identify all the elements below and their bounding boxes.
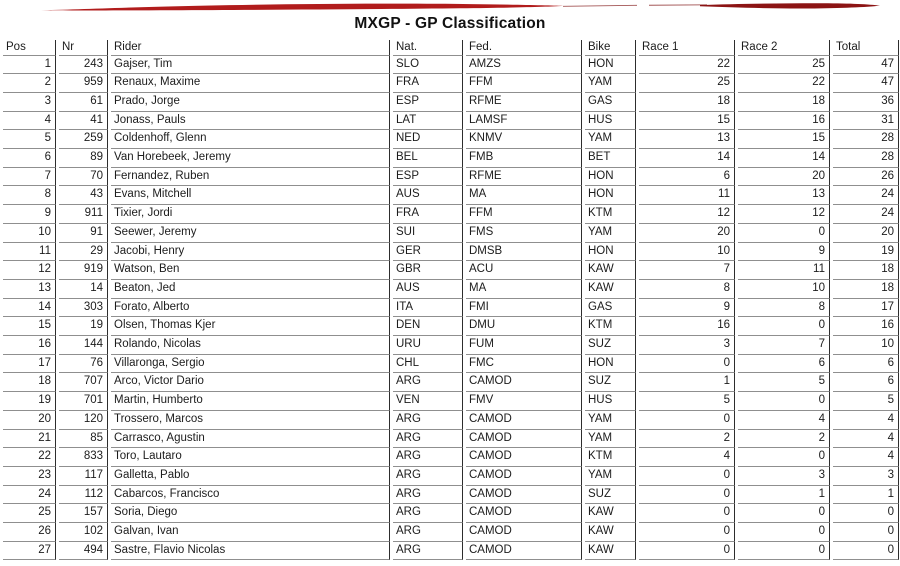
cell-pos: 20 — [3, 411, 56, 430]
cell-rider: Villaronga, Sergio — [111, 355, 390, 374]
cell-nr: 120 — [59, 411, 108, 430]
cell-race-2: 0 — [738, 523, 830, 542]
cell-race-2: 0 — [738, 448, 830, 467]
cell-total: 31 — [833, 112, 899, 131]
cell-total: 0 — [833, 504, 899, 523]
cell-race-2: 10 — [738, 280, 830, 299]
cell-race-2: 5 — [738, 373, 830, 392]
cell-rider: Arco, Victor Dario — [111, 373, 390, 392]
table-row — [3, 467, 899, 486]
cell-nat: AUS — [393, 186, 463, 205]
cell-race-1: 10 — [639, 243, 735, 262]
cell-nr: 259 — [59, 130, 108, 149]
cell-bike: HON — [585, 186, 636, 205]
table-row — [3, 486, 899, 505]
cell-race-1: 13 — [639, 130, 735, 149]
cell-pos: 10 — [3, 224, 56, 243]
cell-bike: SUZ — [585, 486, 636, 505]
cell-rider: Gajser, Tim — [111, 56, 390, 75]
cell-fed: CAMOD — [466, 467, 582, 486]
table-row — [3, 168, 899, 187]
cell-nr: 303 — [59, 299, 108, 318]
cell-race-2: 18 — [738, 93, 830, 112]
cell-fed: ACU — [466, 261, 582, 280]
table-row — [3, 280, 899, 299]
cell-pos: 25 — [3, 504, 56, 523]
cell-total: 5 — [833, 392, 899, 411]
cell-pos: 6 — [3, 149, 56, 168]
cell-race-1: 5 — [639, 392, 735, 411]
cell-nat: ESP — [393, 93, 463, 112]
cell-race-1: 12 — [639, 205, 735, 224]
table-row — [3, 261, 899, 280]
cell-total: 4 — [833, 411, 899, 430]
cell-nr: 243 — [59, 56, 108, 75]
cell-race-2: 8 — [738, 299, 830, 318]
cell-pos: 3 — [3, 93, 56, 112]
cell-race-2: 6 — [738, 355, 830, 374]
cell-pos: 21 — [3, 430, 56, 449]
cell-fed: FUM — [466, 336, 582, 355]
cell-total: 6 — [833, 373, 899, 392]
cell-nat: GBR — [393, 261, 463, 280]
table-row — [3, 355, 899, 374]
cell-race-2: 25 — [738, 56, 830, 75]
cell-pos: 26 — [3, 523, 56, 542]
cell-total: 18 — [833, 261, 899, 280]
cell-bike: HON — [585, 243, 636, 262]
cell-race-1: 9 — [639, 299, 735, 318]
table-row — [3, 336, 899, 355]
cell-pos: 11 — [3, 243, 56, 262]
cell-race-1: 25 — [639, 74, 735, 93]
cell-race-2: 20 — [738, 168, 830, 187]
header-row — [3, 40, 899, 56]
cell-race-1: 1 — [639, 373, 735, 392]
cell-fed: FFM — [466, 74, 582, 93]
cell-bike: GAS — [585, 93, 636, 112]
cell-fed: CAMOD — [466, 504, 582, 523]
cell-nat: GER — [393, 243, 463, 262]
table-row — [3, 392, 899, 411]
cell-race-1: 0 — [639, 355, 735, 374]
cell-rider: Van Horebeek, Jeremy — [111, 149, 390, 168]
cell-nat: ARG — [393, 523, 463, 542]
cell-race-2: 14 — [738, 149, 830, 168]
page-header — [0, 0, 900, 40]
cell-rider: Trossero, Marcos — [111, 411, 390, 430]
cell-pos: 14 — [3, 299, 56, 318]
cell-bike: YAM — [585, 411, 636, 430]
cell-race-1: 20 — [639, 224, 735, 243]
cell-nr: 19 — [59, 317, 108, 336]
cell-bike: HON — [585, 56, 636, 75]
cell-race-1: 0 — [639, 523, 735, 542]
cell-race-2: 0 — [738, 542, 830, 561]
cell-total: 16 — [833, 317, 899, 336]
cell-nat: CHL — [393, 355, 463, 374]
cell-rider: Martin, Humberto — [111, 392, 390, 411]
cell-race-2: 3 — [738, 467, 830, 486]
cell-nat: ARG — [393, 373, 463, 392]
cell-race-1: 8 — [639, 280, 735, 299]
cell-pos: 27 — [3, 542, 56, 561]
brush-mid-thin-stroke-2 — [649, 4, 707, 5]
cell-fed: DMSB — [466, 243, 582, 262]
cell-nr: 61 — [59, 93, 108, 112]
cell-fed: FFM — [466, 205, 582, 224]
cell-race-1: 0 — [639, 504, 735, 523]
column-header-fed: Fed. — [466, 40, 582, 56]
column-header-nat: Nat. — [393, 40, 463, 56]
cell-fed: RFME — [466, 93, 582, 112]
table-row — [3, 112, 899, 131]
cell-rider: Coldenhoff, Glenn — [111, 130, 390, 149]
cell-rider: Sastre, Flavio Nicolas — [111, 542, 390, 561]
cell-fed: CAMOD — [466, 542, 582, 561]
column-header-bike: Bike — [585, 40, 636, 56]
cell-pos: 4 — [3, 112, 56, 131]
cell-race-2: 0 — [738, 392, 830, 411]
cell-fed: FMV — [466, 392, 582, 411]
table-head — [3, 40, 899, 56]
cell-race-2: 0 — [738, 317, 830, 336]
cell-total: 18 — [833, 280, 899, 299]
cell-nat: AUS — [393, 280, 463, 299]
cell-bike: HON — [585, 168, 636, 187]
cell-rider: Soria, Diego — [111, 504, 390, 523]
cell-rider: Toro, Lautaro — [111, 448, 390, 467]
cell-race-1: 11 — [639, 186, 735, 205]
cell-nat: FRA — [393, 74, 463, 93]
cell-rider: Olsen, Thomas Kjer — [111, 317, 390, 336]
cell-pos: 23 — [3, 467, 56, 486]
cell-bike: HON — [585, 355, 636, 374]
cell-pos: 9 — [3, 205, 56, 224]
table-body — [3, 56, 899, 561]
cell-nat: ARG — [393, 411, 463, 430]
table-row — [3, 205, 899, 224]
cell-race-2: 9 — [738, 243, 830, 262]
cell-total: 47 — [833, 56, 899, 75]
table-row — [3, 411, 899, 430]
cell-total: 0 — [833, 523, 899, 542]
cell-total: 17 — [833, 299, 899, 318]
table-row — [3, 74, 899, 93]
table-row — [3, 430, 899, 449]
cell-total: 19 — [833, 243, 899, 262]
cell-bike: KTM — [585, 205, 636, 224]
cell-bike: KAW — [585, 261, 636, 280]
cell-nat: NED — [393, 130, 463, 149]
cell-rider: Seewer, Jeremy — [111, 224, 390, 243]
cell-total: 28 — [833, 130, 899, 149]
cell-race-1: 0 — [639, 486, 735, 505]
cell-bike: SUZ — [585, 373, 636, 392]
cell-nr: 70 — [59, 168, 108, 187]
cell-pos: 24 — [3, 486, 56, 505]
cell-nat: ARG — [393, 430, 463, 449]
cell-nat: ARG — [393, 448, 463, 467]
cell-race-1: 4 — [639, 448, 735, 467]
cell-race-1: 0 — [639, 542, 735, 561]
cell-nr: 91 — [59, 224, 108, 243]
cell-rider: Forato, Alberto — [111, 299, 390, 318]
cell-rider: Renaux, Maxime — [111, 74, 390, 93]
brush-right-stroke — [700, 3, 880, 8]
cell-nr: 701 — [59, 392, 108, 411]
cell-race-2: 0 — [738, 224, 830, 243]
cell-nr: 707 — [59, 373, 108, 392]
cell-bike: SUZ — [585, 336, 636, 355]
cell-nat: ARG — [393, 486, 463, 505]
cell-total: 28 — [833, 149, 899, 168]
table-row — [3, 130, 899, 149]
cell-pos: 22 — [3, 448, 56, 467]
cell-nr: 117 — [59, 467, 108, 486]
cell-fed: CAMOD — [466, 448, 582, 467]
brush-left-stroke — [36, 4, 563, 11]
cell-pos: 13 — [3, 280, 56, 299]
table-row — [3, 317, 899, 336]
cell-fed: CAMOD — [466, 523, 582, 542]
cell-fed: AMZS — [466, 56, 582, 75]
cell-nr: 919 — [59, 261, 108, 280]
cell-nr: 76 — [59, 355, 108, 374]
cell-nr: 833 — [59, 448, 108, 467]
cell-race-2: 15 — [738, 130, 830, 149]
cell-rider: Jacobi, Henry — [111, 243, 390, 262]
cell-nr: 89 — [59, 149, 108, 168]
table-row — [3, 448, 899, 467]
cell-nr: 41 — [59, 112, 108, 131]
cell-bike: KTM — [585, 317, 636, 336]
cell-race-2: 22 — [738, 74, 830, 93]
cell-bike: KTM — [585, 448, 636, 467]
cell-nr: 102 — [59, 523, 108, 542]
cell-race-2: 2 — [738, 430, 830, 449]
cell-nat: SUI — [393, 224, 463, 243]
cell-fed: LAMSF — [466, 112, 582, 131]
cell-fed: CAMOD — [466, 411, 582, 430]
cell-pos: 15 — [3, 317, 56, 336]
cell-bike: YAM — [585, 74, 636, 93]
column-header-rider: Rider — [111, 40, 390, 56]
cell-nat: SLO — [393, 56, 463, 75]
cell-bike: KAW — [585, 542, 636, 561]
cell-fed: CAMOD — [466, 373, 582, 392]
cell-fed: DMU — [466, 317, 582, 336]
cell-nr: 157 — [59, 504, 108, 523]
cell-fed: FMS — [466, 224, 582, 243]
column-header-total: Total — [833, 40, 899, 56]
cell-pos: 1 — [3, 56, 56, 75]
cell-fed: FMC — [466, 355, 582, 374]
cell-pos: 19 — [3, 392, 56, 411]
cell-total: 4 — [833, 448, 899, 467]
cell-race-1: 7 — [639, 261, 735, 280]
cell-rider: Galvan, Ivan — [111, 523, 390, 542]
cell-total: 10 — [833, 336, 899, 355]
cell-race-1: 2 — [639, 430, 735, 449]
cell-total: 36 — [833, 93, 899, 112]
cell-nr: 959 — [59, 74, 108, 93]
cell-nat: BEL — [393, 149, 463, 168]
table-row — [3, 299, 899, 318]
cell-fed: CAMOD — [466, 430, 582, 449]
cell-nr: 29 — [59, 243, 108, 262]
cell-total: 26 — [833, 168, 899, 187]
cell-pos: 12 — [3, 261, 56, 280]
cell-race-2: 4 — [738, 411, 830, 430]
cell-bike: YAM — [585, 430, 636, 449]
cell-bike: HUS — [585, 392, 636, 411]
cell-race-1: 0 — [639, 467, 735, 486]
brush-mid-thin-stroke-1 — [563, 5, 637, 7]
cell-total: 24 — [833, 205, 899, 224]
cell-rider: Jonass, Pauls — [111, 112, 390, 131]
cell-rider: Watson, Ben — [111, 261, 390, 280]
cell-race-1: 22 — [639, 56, 735, 75]
cell-nat: ARG — [393, 504, 463, 523]
cell-race-2: 12 — [738, 205, 830, 224]
cell-nr: 14 — [59, 280, 108, 299]
cell-total: 24 — [833, 186, 899, 205]
cell-rider: Carrasco, Agustin — [111, 430, 390, 449]
table-row — [3, 243, 899, 262]
cell-race-1: 6 — [639, 168, 735, 187]
cell-nr: 494 — [59, 542, 108, 561]
cell-race-2: 7 — [738, 336, 830, 355]
table-row — [3, 149, 899, 168]
cell-nr: 85 — [59, 430, 108, 449]
table-row — [3, 373, 899, 392]
cell-bike: BET — [585, 149, 636, 168]
cell-rider: Tixier, Jordi — [111, 205, 390, 224]
cell-bike: HUS — [585, 112, 636, 131]
cell-bike: KAW — [585, 523, 636, 542]
cell-rider: Rolando, Nicolas — [111, 336, 390, 355]
cell-rider: Beaton, Jed — [111, 280, 390, 299]
cell-race-2: 0 — [738, 504, 830, 523]
cell-nr: 43 — [59, 186, 108, 205]
table-row — [3, 523, 899, 542]
cell-bike: GAS — [585, 299, 636, 318]
cell-race-2: 13 — [738, 186, 830, 205]
cell-total: 6 — [833, 355, 899, 374]
classification-table — [0, 40, 900, 560]
cell-total: 20 — [833, 224, 899, 243]
cell-rider: Cabarcos, Francisco — [111, 486, 390, 505]
cell-nat: LAT — [393, 112, 463, 131]
table-row — [3, 542, 899, 561]
cell-fed: FMI — [466, 299, 582, 318]
cell-nr: 112 — [59, 486, 108, 505]
cell-pos: 2 — [3, 74, 56, 93]
cell-race-1: 0 — [639, 411, 735, 430]
cell-race-2: 11 — [738, 261, 830, 280]
cell-nat: ITA — [393, 299, 463, 318]
table-row — [3, 186, 899, 205]
cell-race-2: 1 — [738, 486, 830, 505]
table-row — [3, 224, 899, 243]
column-header-nr: Nr — [59, 40, 108, 56]
cell-rider: Prado, Jorge — [111, 93, 390, 112]
cell-fed: MA — [466, 186, 582, 205]
column-header-race-1: Race 1 — [639, 40, 735, 56]
cell-race-1: 14 — [639, 149, 735, 168]
cell-fed: CAMOD — [466, 486, 582, 505]
cell-pos: 17 — [3, 355, 56, 374]
cell-pos: 18 — [3, 373, 56, 392]
cell-pos: 5 — [3, 130, 56, 149]
column-header-pos: Pos — [3, 40, 56, 56]
cell-race-1: 18 — [639, 93, 735, 112]
cell-nat: URU — [393, 336, 463, 355]
cell-bike: YAM — [585, 467, 636, 486]
table-row — [3, 56, 899, 75]
cell-total: 4 — [833, 430, 899, 449]
table-row — [3, 93, 899, 112]
cell-fed: FMB — [466, 149, 582, 168]
cell-fed: MA — [466, 280, 582, 299]
cell-race-2: 16 — [738, 112, 830, 131]
cell-bike: YAM — [585, 224, 636, 243]
cell-total: 1 — [833, 486, 899, 505]
cell-pos: 16 — [3, 336, 56, 355]
cell-race-1: 3 — [639, 336, 735, 355]
cell-bike: KAW — [585, 504, 636, 523]
cell-rider: Galletta, Pablo — [111, 467, 390, 486]
cell-total: 47 — [833, 74, 899, 93]
cell-fed: RFME — [466, 168, 582, 187]
cell-total: 3 — [833, 467, 899, 486]
cell-race-1: 16 — [639, 317, 735, 336]
cell-pos: 7 — [3, 168, 56, 187]
cell-nr: 911 — [59, 205, 108, 224]
cell-nat: ESP — [393, 168, 463, 187]
cell-nr: 144 — [59, 336, 108, 355]
cell-nat: DEN — [393, 317, 463, 336]
cell-nat: ARG — [393, 542, 463, 561]
cell-rider: Evans, Mitchell — [111, 186, 390, 205]
table-row — [3, 504, 899, 523]
cell-nat: VEN — [393, 392, 463, 411]
red-brush-stroke-icon — [0, 0, 900, 16]
cell-nat: ARG — [393, 467, 463, 486]
cell-race-1: 15 — [639, 112, 735, 131]
cell-total: 0 — [833, 542, 899, 561]
page-title: MXGP - GP Classification — [354, 15, 546, 32]
cell-fed: KNMV — [466, 130, 582, 149]
cell-bike: YAM — [585, 130, 636, 149]
column-header-race-2: Race 2 — [738, 40, 830, 56]
cell-bike: KAW — [585, 280, 636, 299]
cell-pos: 8 — [3, 186, 56, 205]
cell-rider: Fernandez, Ruben — [111, 168, 390, 187]
cell-nat: FRA — [393, 205, 463, 224]
